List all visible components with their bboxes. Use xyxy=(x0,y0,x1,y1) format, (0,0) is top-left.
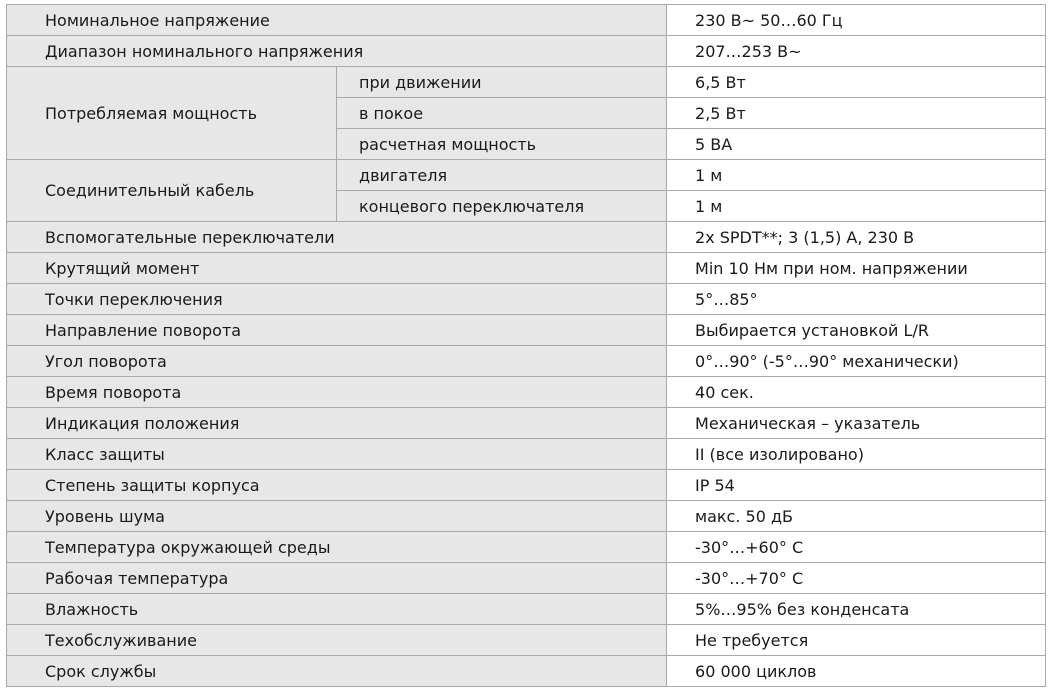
row-label: Уровень шума xyxy=(7,501,667,532)
table-row xyxy=(7,346,1046,377)
table-row xyxy=(7,625,1046,656)
table-row xyxy=(7,501,1046,532)
table-row xyxy=(7,67,1046,98)
row-label: Время поворота xyxy=(7,377,667,408)
table-row xyxy=(7,253,1046,284)
group-label: Потребляемая мощность xyxy=(7,67,337,160)
group-label: Соединительный кабель xyxy=(7,160,337,222)
row-value: 60 000 циклов xyxy=(667,656,1046,687)
table-row xyxy=(7,160,1046,191)
row-label: Степень защиты корпуса xyxy=(7,470,667,501)
table-row xyxy=(7,470,1046,501)
table-row xyxy=(7,284,1046,315)
row-value: 0°…90° (-5°…90° механически) xyxy=(667,346,1046,377)
table-row xyxy=(7,5,1046,36)
table-row xyxy=(7,222,1046,253)
row-label: Точки переключения xyxy=(7,284,667,315)
row-label: Угол поворота xyxy=(7,346,667,377)
row-value: 207…253 В~ xyxy=(667,36,1046,67)
row-label: Номинальное напряжение xyxy=(7,5,667,36)
sub-label: в покое xyxy=(337,98,667,129)
row-value: Min 10 Нм при ном. напряжении xyxy=(667,253,1046,284)
row-label: Диапазон номинального напряжения xyxy=(7,36,667,67)
row-value: 5%…95% без конденсата xyxy=(667,594,1046,625)
row-label: Техобслуживание xyxy=(7,625,667,656)
table-row xyxy=(7,377,1046,408)
row-label: Направление поворота xyxy=(7,315,667,346)
sub-label: двигателя xyxy=(337,160,667,191)
row-label: Индикация положения xyxy=(7,408,667,439)
row-value: макс. 50 дБ xyxy=(667,501,1046,532)
spec-table xyxy=(6,4,1046,687)
row-value: 6,5 Вт xyxy=(667,67,1046,98)
row-label: Температура окружающей среды xyxy=(7,532,667,563)
row-label: Вспомогательные переключатели xyxy=(7,222,667,253)
row-label: Рабочая температура xyxy=(7,563,667,594)
row-value: 40 сек. xyxy=(667,377,1046,408)
row-value: Механическая – указатель xyxy=(667,408,1046,439)
row-value: 5 ВА xyxy=(667,129,1046,160)
row-value: -30°…+70° С xyxy=(667,563,1046,594)
row-label: Класс защиты xyxy=(7,439,667,470)
sub-label: при движении xyxy=(337,67,667,98)
row-value: Выбирается установкой L/R xyxy=(667,315,1046,346)
table-row xyxy=(7,408,1046,439)
row-value: 230 В~ 50…60 Гц xyxy=(667,5,1046,36)
sub-label: концевого переключателя xyxy=(337,191,667,222)
table-row xyxy=(7,315,1046,346)
row-label: Крутящий момент xyxy=(7,253,667,284)
row-value: -30°…+60° С xyxy=(667,532,1046,563)
row-label: Срок службы xyxy=(7,656,667,687)
table-row xyxy=(7,36,1046,67)
table-row xyxy=(7,439,1046,470)
row-value: 1 м xyxy=(667,160,1046,191)
row-label: Влажность xyxy=(7,594,667,625)
row-value: 2x SPDT**; 3 (1,5) А, 230 В xyxy=(667,222,1046,253)
table-row xyxy=(7,532,1046,563)
row-value: 1 м xyxy=(667,191,1046,222)
sub-label: расчетная мощность xyxy=(337,129,667,160)
table-row xyxy=(7,563,1046,594)
row-value: 5°…85° xyxy=(667,284,1046,315)
row-value: II (все изолировано) xyxy=(667,439,1046,470)
table-row xyxy=(7,594,1046,625)
row-value: Не требуется xyxy=(667,625,1046,656)
row-value: IP 54 xyxy=(667,470,1046,501)
row-value: 2,5 Вт xyxy=(667,98,1046,129)
table-row xyxy=(7,656,1046,687)
